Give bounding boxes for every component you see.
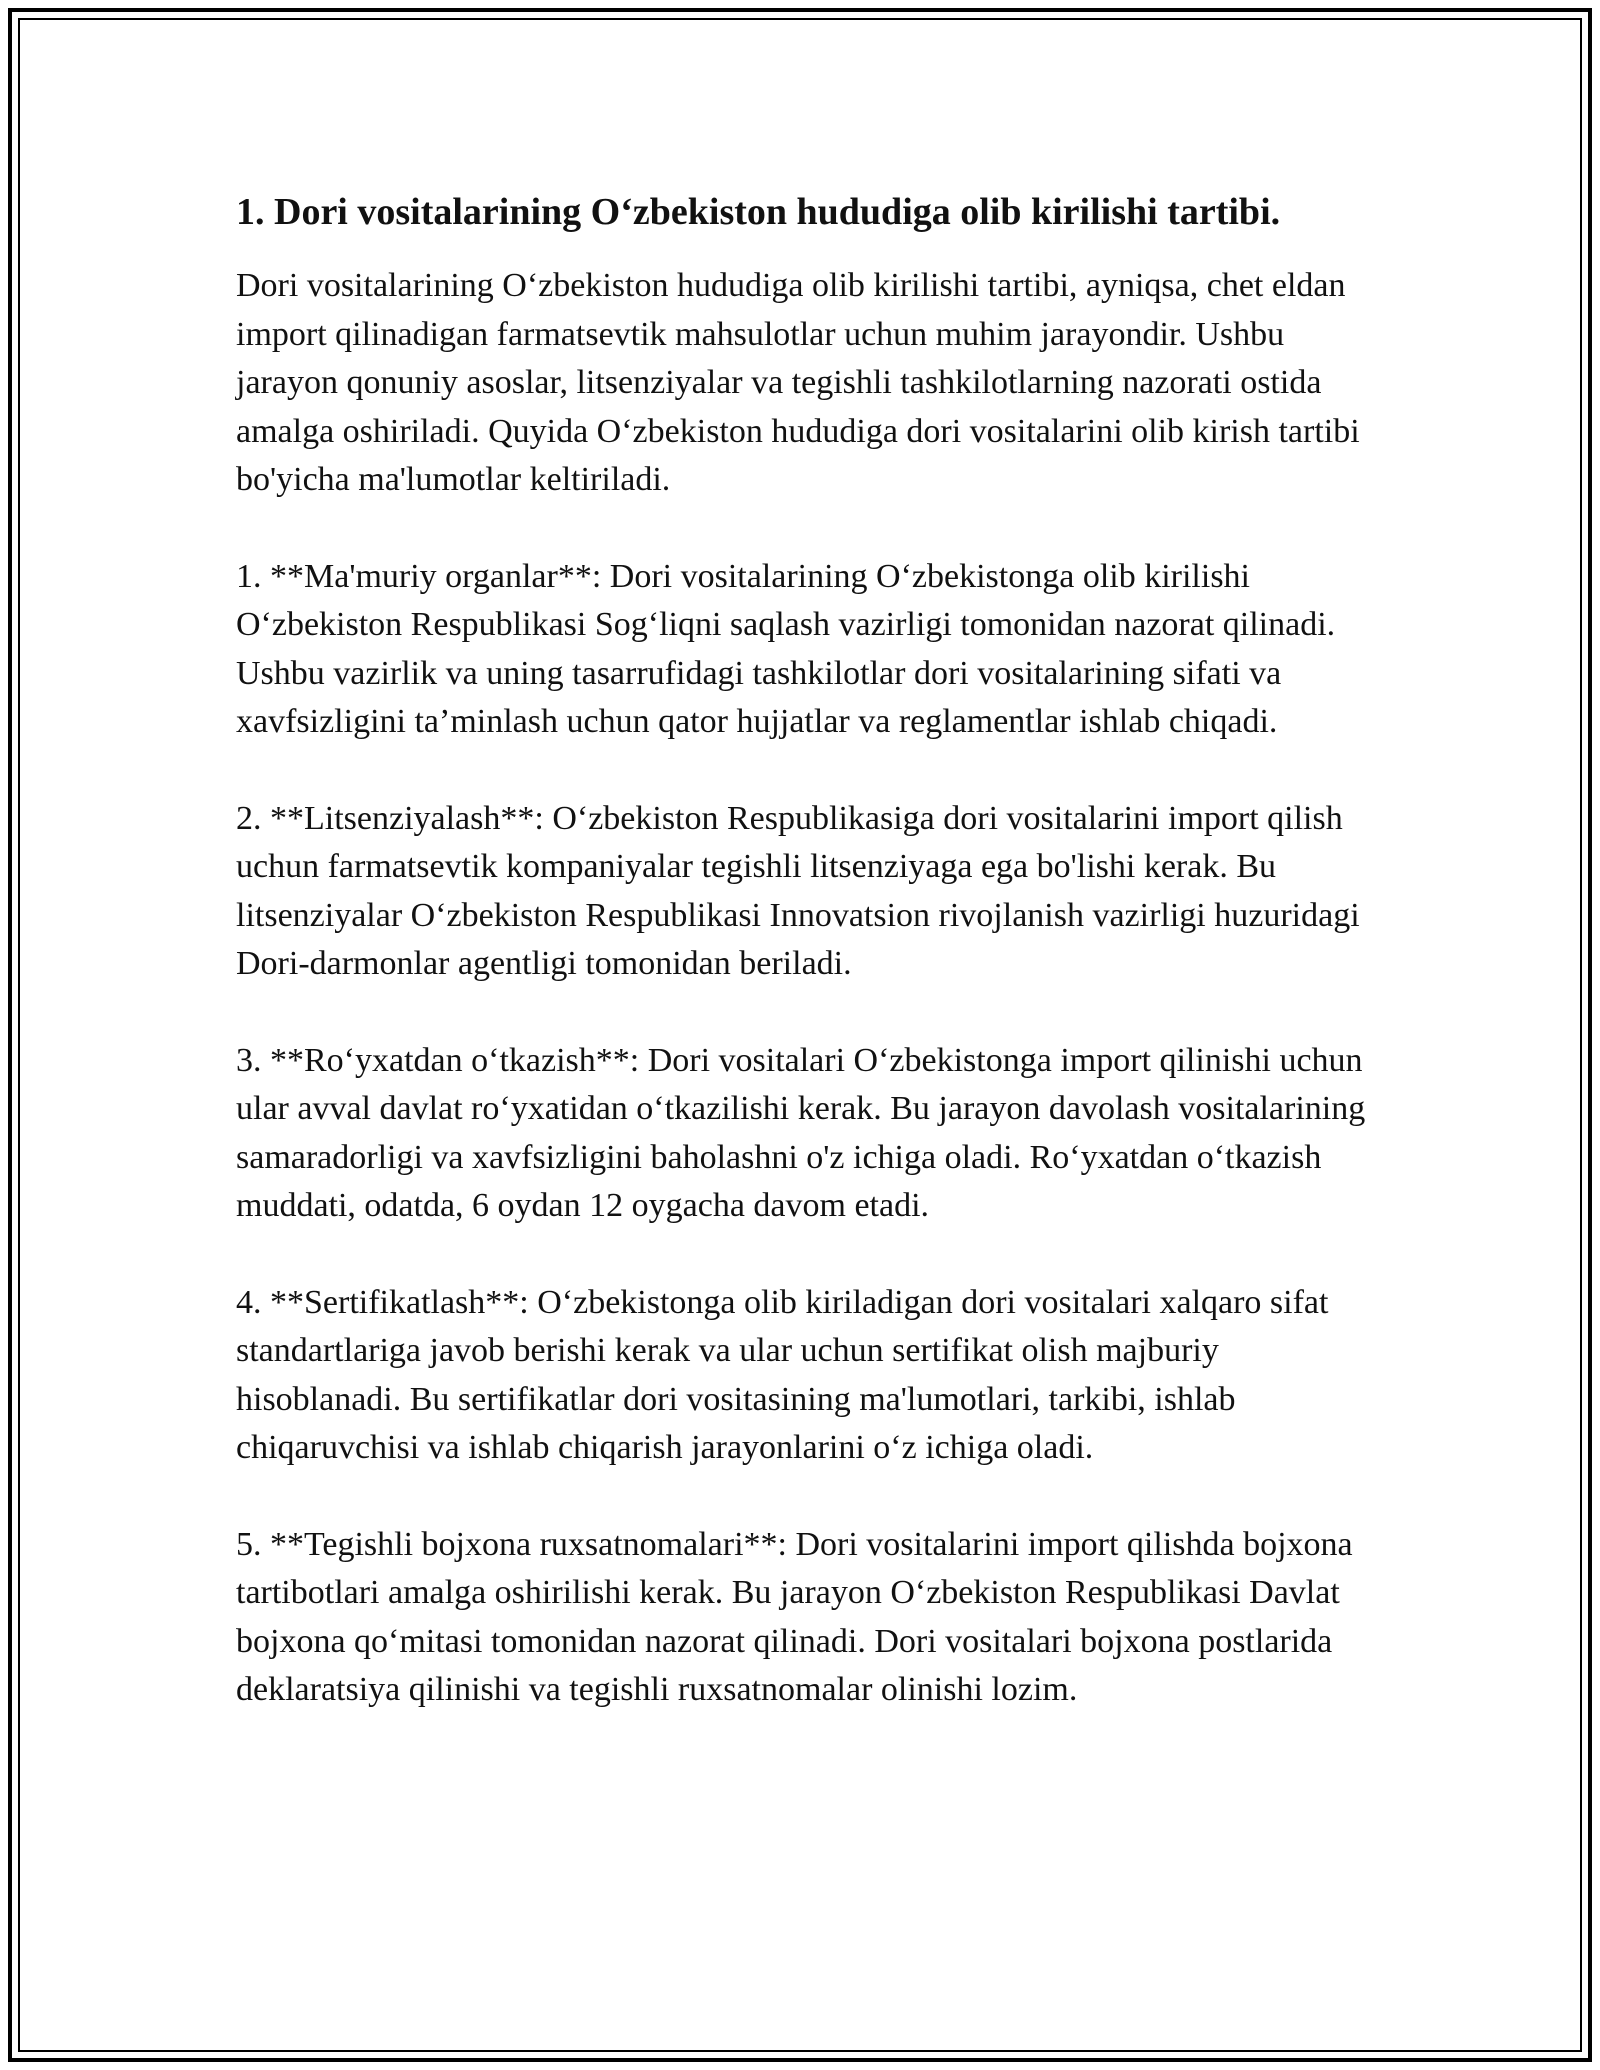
list-item-certification: 4. **Sertifikatlash**: O‘zbekistonga olib kiriladigan dori vositalari xalqaro sifat standartlariga javob berishi kerak va ular uchun sertifikat olish majburiy hisoblanadi. Bu sertifikatlar dori vositasining ma'lumotlari, tarkibi, ishlab chiqaruvchisi va ishlab chiqarish jarayonlarini o‘z ichiga oladi. bbox=[236, 1283, 1329, 1466]
list-item-licensing: 2. **Litsenziyalash**: O‘zbekiston Respublikasiga dori vositalarini import qilish uchun farmatsevtik kompaniyalar tegishli litsenziyaga ega bo'lishi kerak. Bu litsenziyalar O‘zbekiston Respublikasi Innovatsion rivojlanish vazirligi huzuridagi Dori-darmonlar agentligi tomonidan beriladi. bbox=[236, 799, 1360, 982]
document-body bbox=[236, 188, 1386, 1763]
document-title: 1. Dori vositalarining O‘zbekiston hududiga olib kirilishi tartibi. bbox=[236, 191, 1281, 233]
list-item-administrative-bodies: 1. **Ma'muriy organlar**: Dori vositalarining O‘zbekistonga olib kirilishi O‘zbekiston Respublikasi Sog‘liqni saqlash vazirligi tomonidan nazorat qilinadi. Ushbu vazirlik va uning tasarrufidagi tashkilotlar dori vositalarining sifati va xavfsizligini ta’minlash uchun qator hujjatlar va reglamentlar ishlab chiqadi. bbox=[236, 557, 1336, 740]
list-item-customs-permits: 5. **Tegishli bojxona ruxsatnomalari**: Dori vositalarini import qilishda bojxona tartibotlari amalga oshirilishi kerak. Bu jarayon O‘zbekiston Respublikasi Davlat bojxona qo‘mitasi tomonidan nazorat qilinadi. Dori vositalari bojxona postlarida deklaratsiya qilinishi va tegishli ruxsatnomalar olinishi lozim. bbox=[236, 1525, 1353, 1708]
list-item-registration: 3. **Ro‘yxatdan o‘tkazish**: Dori vositalari O‘zbekistonga import qilinishi uchun ular avval davlat ro‘yxatidan o‘tkazilishi kerak. Bu jarayon davolash vositalarining samaradorligi va xavfsizligini baholashni o'z ichiga oladi. Ro‘yxatdan o‘tkazish muddati, odatda, 6 oydan 12 oygacha davom etadi. bbox=[236, 1041, 1366, 1224]
intro-paragraph: Dori vositalarining O‘zbekiston hududiga olib kirilishi tartibi, ayniqsa, chet eldan import qilinadigan farmatsevtik mahsulotlar uchun muhim jarayondir. Ushbu jarayon qonuniy asoslar, litsenziyalar va tegishli tashkilotlarning nazorati ostida amalga oshiriladi. Quyida O‘zbekiston hududiga dori vositalarini olib kirish tartibi bo'yicha ma'lumotlar keltiriladi. bbox=[236, 267, 1360, 498]
